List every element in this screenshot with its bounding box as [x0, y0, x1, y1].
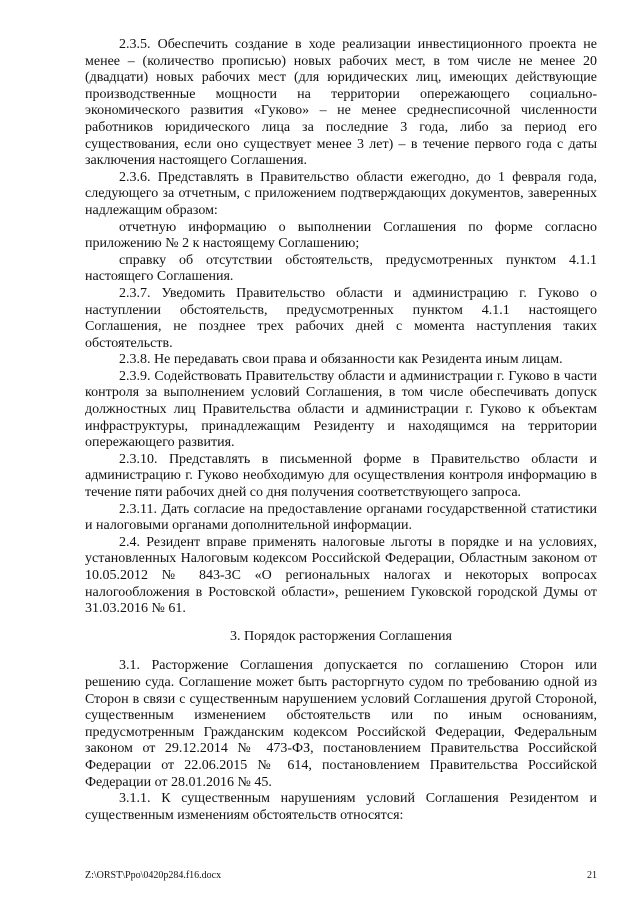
- clause-2-3-11: 2.3.11. Дать согласие на предоставление органами государственной статистики и налоговыми органами дополнительной информации.: [85, 501, 597, 534]
- clause-2-3-5: 2.3.5. Обеспечить создание в ходе реализации инвестиционного проекта не менее – (количество прописью) новых рабочих мест, в том числе не менее 20 (двадцати) новых рабочих мест (для юридических лиц, имеющих действующие производственные мощности на территории опережающего социально-экономического развития «Гуково» – не менее среднесписочной численности работников юридического лица за последние 3 года, либо за период его существования, если оно существует менее 3 лет) – в течение первого года с даты заключения настоящего Соглашения.: [85, 37, 597, 169]
- page-footer: [85, 869, 597, 883]
- clause-2-3-8: 2.3.8. Не передавать свои права и обязанности как Резидента иным лицам.: [119, 352, 563, 368]
- clause-2-3-6-report-item: отчетную информацию о выполнении Соглашения по форме согласно приложению № 2 к настоящему Соглашению;: [85, 219, 597, 252]
- file-path: Z:\ORST\Ppo\0420p284.f16.docx: [85, 870, 222, 881]
- clause-2-3-10: 2.3.10. Представлять в письменной форме в Правительство области и администрацию г. Гуково необходимую для осуществления контроля информацию в течение пяти рабочих дней со дня получения соответствующего запроса.: [85, 451, 597, 501]
- section-3-heading: 3. Порядок расторжения Соглашения: [230, 628, 452, 644]
- clause-2-3-6-certificate-item: справку об отсутствии обстоятельств, предусмотренных пунктом 4.1.1 настоящего Соглашения.: [85, 252, 597, 285]
- page-number: 21: [587, 870, 597, 881]
- clause-3-1: 3.1. Расторжение Соглашения допускается по соглашению Сторон или решению суда. Соглашение может быть расторгнуто судом по требованию одной из Сторон в связи с существенным нарушением условий Соглашения другой Стороной, существенным изменением обстоятельств или по иным основаниям, предусмотренным Гражданским кодексом Российской Федерации, Федеральным законом от 29.12.2014 № 473-ФЗ, постановлением Правительства Российской Федерации от 22.06.2015 № 614, постановлением Правительства Российской Федерации от 28.01.2016 № 45.: [85, 658, 597, 790]
- document-body: [85, 37, 597, 824]
- clause-2-4: 2.4. Резидент вправе применять налоговые льготы в порядке и на условиях, установленных Налоговым кодексом Российской Федерации, Областным законом от 10.05.2012 № 843-ЗС «О региональных налогах и некоторых вопросах налогообложения в Ростовской области», решением Гуковской городской Думы от 31.03.2016 № 61.: [85, 534, 597, 617]
- clause-3-1-1: 3.1.1. К существенным нарушениям условий Соглашения Резидентом и существенным изменениям обстоятельств относятся:: [85, 791, 597, 823]
- clause-2-3-6: 2.3.6. Представлять в Правительство области ежегодно, до 1 февраля года, следующего за отчетным, с приложением подтверждающих документов, заверенных надлежащим образом:: [85, 169, 597, 218]
- clause-2-3-7: 2.3.7. Уведомить Правительство области и администрацию г. Гуково о наступлении обстоятельств, предусмотренных пунктом 4.1.1 настоящего Соглашения, не позднее трех рабочих дней с момента наступления таких обстоятельств.: [85, 285, 597, 351]
- clause-2-3-9: 2.3.9. Содействовать Правительству области и администрации г. Гуково в части контроля за выполнением условий Соглашения, в том числе обеспечивать допуск должностных лиц Правительства области и администрации г. Гуково к объектам инфраструктуры, принадлежащим Резиденту и находящимся на территории опережающего развития.: [85, 368, 597, 451]
